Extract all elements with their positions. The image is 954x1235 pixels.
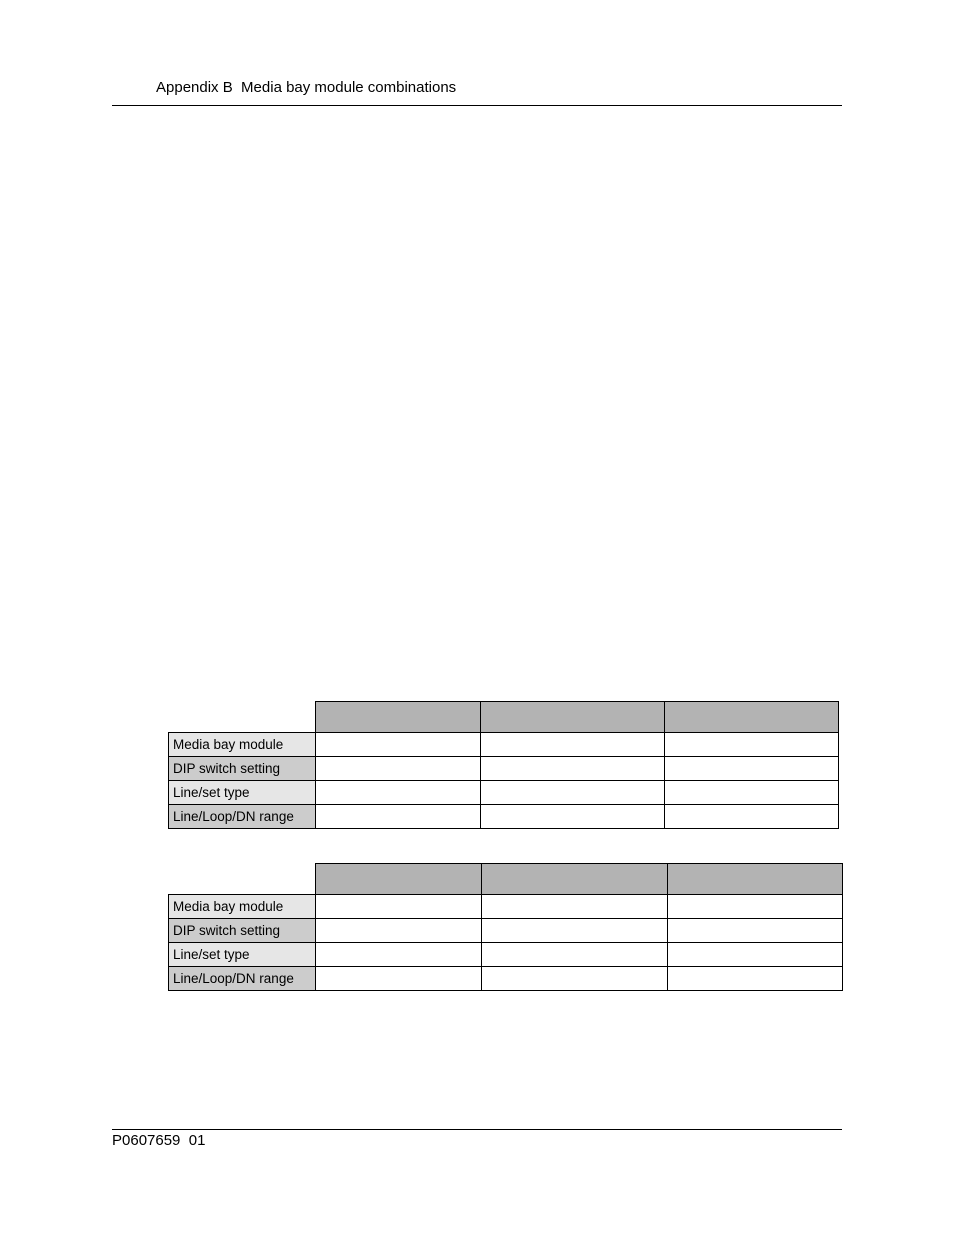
table-cell [316,943,482,967]
table-cell [316,919,482,943]
row-label-line-loop-dn-range: Line/Loop/DN range [169,805,316,829]
column-header [316,864,482,895]
row-label-line-loop-dn-range: Line/Loop/DN range [169,967,316,991]
table-header-row [169,702,839,733]
table-cell [481,805,665,829]
row-label-dip-switch-setting: DIP switch setting [169,919,316,943]
header-rule [112,105,842,106]
row-label-line-set-type: Line/set type [169,781,316,805]
table-corner [169,864,316,895]
table-cell [481,781,665,805]
column-header [482,864,668,895]
table-cell [665,757,839,781]
table-row [169,895,843,919]
table-cell [482,895,668,919]
table-cell [665,781,839,805]
column-header [668,864,843,895]
table-row [169,919,843,943]
table-cell [482,919,668,943]
table-cell [665,733,839,757]
table-cell [316,805,481,829]
table-row [169,943,843,967]
row-label-media-bay-module: Media bay module [169,733,316,757]
table-row [169,781,839,805]
table-row [169,805,839,829]
table-cell [481,757,665,781]
table-cell [482,943,668,967]
document-number: P0607659 01 [112,1132,206,1149]
row-label-dip-switch-setting: DIP switch setting [169,757,316,781]
row-label-media-bay-module: Media bay module [169,895,316,919]
table-header-row [169,864,843,895]
column-header [665,702,839,733]
table-cell [482,967,668,991]
table-row [169,967,843,991]
footer-rule [112,1129,842,1130]
column-header [481,702,665,733]
page-header-title: Appendix B Media bay module combinations [156,79,457,96]
table-cell [316,895,482,919]
module-combination-table-1 [168,701,839,829]
table-cell [316,733,481,757]
table-cell [316,757,481,781]
table-row [169,757,839,781]
table-cell [316,781,481,805]
table-cell [481,733,665,757]
table-cell [668,943,843,967]
table-cell [668,919,843,943]
table-corner [169,702,316,733]
table-cell [665,805,839,829]
table-cell [668,895,843,919]
table-cell [316,967,482,991]
row-label-line-set-type: Line/set type [169,943,316,967]
module-combination-table-2 [168,863,843,991]
table-cell [668,967,843,991]
table-row [169,733,839,757]
column-header [316,702,481,733]
